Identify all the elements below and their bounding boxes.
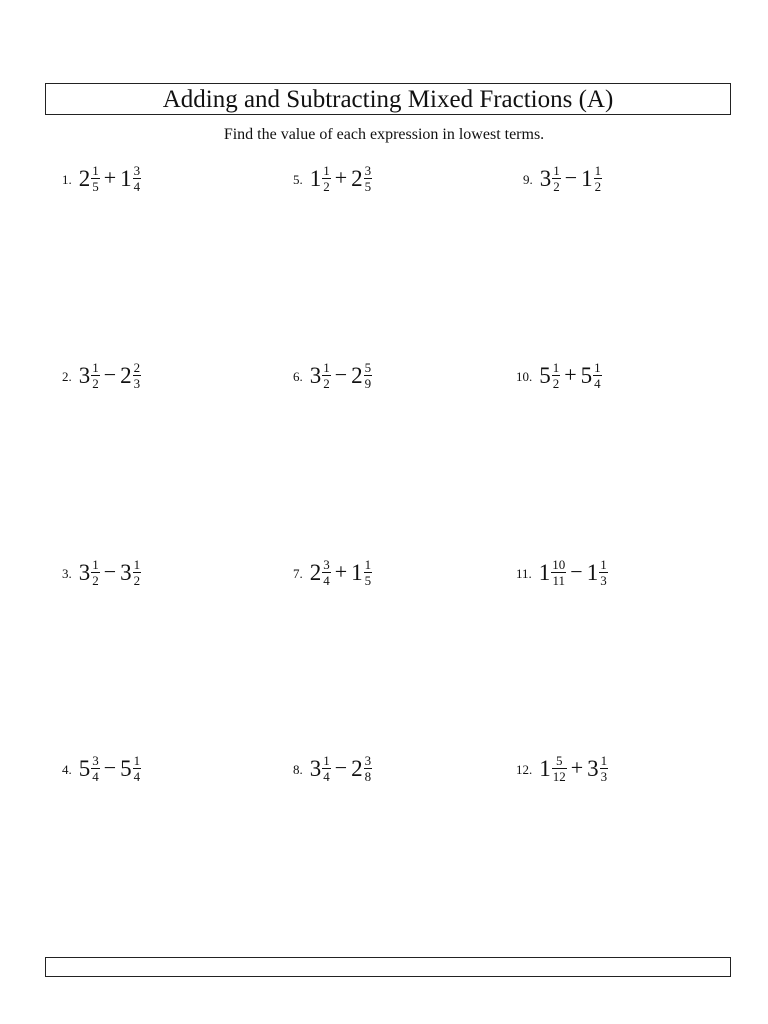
problem-9 (523, 160, 602, 196)
expression (539, 754, 608, 783)
whole-part: 1 (351, 559, 363, 585)
mixed-number-b (581, 164, 602, 193)
expression (79, 361, 141, 390)
expression (310, 164, 372, 193)
numerator: 1 (92, 162, 99, 178)
expression (539, 558, 608, 587)
denominator: 3 (600, 572, 607, 588)
mixed-number-a (539, 558, 567, 587)
operator: − (103, 755, 117, 780)
whole-part: 2 (120, 362, 132, 388)
numerator: 3 (133, 162, 141, 178)
fraction (133, 164, 142, 193)
worksheet-title: Adding and Subtracting Mixed Fractions (A) (162, 85, 614, 113)
mixed-number-a (539, 754, 567, 783)
mixed-number-b (120, 558, 141, 587)
expression (310, 361, 372, 390)
operator: − (103, 362, 117, 387)
denominator: 2 (92, 572, 99, 588)
whole-part: 3 (78, 362, 91, 388)
numerator: 1 (323, 752, 330, 768)
denominator: 4 (594, 375, 601, 391)
whole-part: 1 (309, 165, 322, 191)
title-box (45, 83, 731, 115)
mixed-number-b (120, 164, 141, 193)
denominator: 4 (323, 572, 330, 588)
fraction (91, 361, 100, 390)
whole-part: 2 (351, 755, 363, 781)
mixed-number-a (310, 361, 331, 390)
whole-part: 5 (539, 362, 551, 388)
fraction (599, 558, 608, 587)
mixed-number-a (79, 164, 100, 193)
numerator: 3 (364, 752, 372, 768)
fraction (552, 164, 561, 193)
expression (310, 558, 372, 587)
mixed-number-a (310, 558, 331, 587)
operator: + (334, 165, 348, 190)
denominator: 4 (323, 768, 330, 784)
problem-8 (293, 750, 372, 786)
operator: − (570, 559, 583, 584)
mixed-number-b (351, 164, 372, 193)
numerator: 1 (552, 359, 560, 375)
denominator: 5 (92, 178, 99, 194)
problem-number: 1. (62, 172, 72, 187)
operator: + (570, 755, 584, 780)
operator: + (103, 165, 117, 190)
expression (310, 754, 372, 783)
instructions: Find the value of each expression in lowest terms. (223, 126, 545, 143)
denominator: 5 (364, 178, 372, 194)
denominator: 3 (600, 768, 608, 784)
whole-part: 3 (120, 559, 132, 585)
mixed-number-b (120, 361, 141, 390)
numerator: 1 (92, 556, 99, 572)
mixed-number-a (539, 361, 560, 390)
numerator: 10 (552, 556, 566, 572)
problem-number: 10. (516, 369, 533, 384)
whole-part: 3 (587, 755, 599, 781)
problem-number: 11. (516, 566, 532, 581)
whole-part: 3 (539, 165, 552, 191)
mixed-number-b (351, 558, 372, 587)
fraction (364, 361, 373, 390)
footer-box (45, 957, 731, 977)
denominator: 4 (133, 768, 141, 784)
expression (79, 754, 141, 783)
problem-number: 7. (293, 566, 303, 581)
fraction (364, 558, 373, 587)
operator: − (103, 559, 117, 584)
whole-part: 1 (539, 755, 551, 781)
numerator: 1 (600, 556, 607, 572)
expression (540, 164, 602, 193)
whole-part: 1 (586, 559, 599, 585)
mixed-number-a (79, 754, 100, 783)
numerator: 1 (323, 162, 330, 178)
denominator: 2 (553, 178, 560, 194)
whole-part: 2 (309, 559, 322, 585)
problem-number: 5. (293, 172, 303, 187)
denominator: 9 (364, 375, 372, 391)
fraction (91, 558, 100, 587)
numerator: 1 (92, 359, 99, 375)
problem-3 (62, 554, 141, 590)
whole-part: 1 (538, 559, 551, 585)
whole-part: 2 (351, 362, 363, 388)
problem-number: 4. (62, 762, 72, 777)
expression (539, 361, 601, 390)
operator: − (564, 165, 578, 190)
fraction (322, 754, 331, 783)
numerator: 2 (133, 359, 141, 375)
fraction (552, 754, 567, 783)
mixed-number-a (79, 361, 100, 390)
expression (79, 558, 141, 587)
denominator: 12 (552, 768, 566, 784)
problem-7 (293, 554, 372, 590)
numerator: 1 (323, 359, 330, 375)
denominator: 11 (552, 572, 566, 588)
operator: + (334, 559, 348, 584)
problem-number: 9. (523, 172, 533, 187)
problem-number: 12. (516, 762, 533, 777)
mixed-number-a (79, 558, 100, 587)
whole-part: 1 (581, 165, 593, 191)
fraction (91, 754, 100, 783)
mixed-number-b (351, 754, 372, 783)
mixed-number-b (587, 558, 608, 587)
mixed-number-b (351, 361, 372, 390)
operator: + (564, 362, 577, 387)
fraction (364, 754, 373, 783)
mixed-number-a (310, 164, 331, 193)
whole-part: 3 (78, 559, 91, 585)
fraction (133, 361, 142, 390)
denominator: 4 (133, 178, 141, 194)
mixed-number-a (540, 164, 561, 193)
denominator: 2 (133, 572, 141, 588)
whole-part: 3 (309, 362, 322, 388)
problem-10 (516, 357, 602, 393)
numerator: 3 (364, 162, 372, 178)
problem-11 (516, 554, 608, 590)
denominator: 3 (133, 375, 141, 391)
whole-part: 2 (78, 165, 91, 191)
problem-4 (62, 750, 141, 786)
denominator: 2 (552, 375, 560, 391)
fraction (322, 164, 331, 193)
problem-6 (293, 357, 372, 393)
fraction (322, 361, 331, 390)
denominator: 2 (92, 375, 99, 391)
mixed-number-b (120, 754, 141, 783)
fraction (594, 164, 603, 193)
whole-part: 5 (78, 755, 91, 781)
denominator: 2 (323, 375, 330, 391)
fraction (133, 754, 142, 783)
numerator: 1 (594, 359, 601, 375)
numerator: 1 (553, 162, 560, 178)
operator: − (334, 362, 348, 387)
problem-1 (62, 160, 141, 196)
numerator: 1 (133, 556, 141, 572)
operator: − (334, 755, 348, 780)
expression (79, 164, 141, 193)
whole-part: 5 (120, 755, 132, 781)
problem-number: 8. (293, 762, 303, 777)
whole-part: 1 (120, 165, 132, 191)
problem-5 (293, 160, 372, 196)
numerator: 1 (364, 556, 372, 572)
numerator: 3 (92, 752, 99, 768)
numerator: 1 (594, 162, 602, 178)
numerator: 1 (600, 752, 608, 768)
mixed-number-b (581, 361, 602, 390)
denominator: 2 (594, 178, 602, 194)
mixed-number-a (310, 754, 331, 783)
fraction (552, 361, 561, 390)
problem-number: 6. (293, 369, 303, 384)
fraction (551, 558, 566, 587)
whole-part: 5 (580, 362, 593, 388)
mixed-number-b (587, 754, 608, 783)
fraction (600, 754, 609, 783)
denominator: 5 (364, 572, 372, 588)
fraction (364, 164, 373, 193)
problem-number: 3. (62, 566, 72, 581)
denominator: 4 (92, 768, 99, 784)
numerator: 5 (364, 359, 372, 375)
fraction (593, 361, 602, 390)
denominator: 2 (323, 178, 330, 194)
denominator: 8 (364, 768, 372, 784)
problem-12 (516, 750, 608, 786)
fraction (133, 558, 142, 587)
problem-2 (62, 357, 141, 393)
fraction (91, 164, 100, 193)
numerator: 5 (556, 752, 563, 768)
numerator: 1 (133, 752, 141, 768)
fraction (322, 558, 331, 587)
whole-part: 3 (309, 755, 322, 781)
numerator: 3 (323, 556, 330, 572)
problem-number: 2. (62, 369, 72, 384)
whole-part: 2 (351, 165, 363, 191)
